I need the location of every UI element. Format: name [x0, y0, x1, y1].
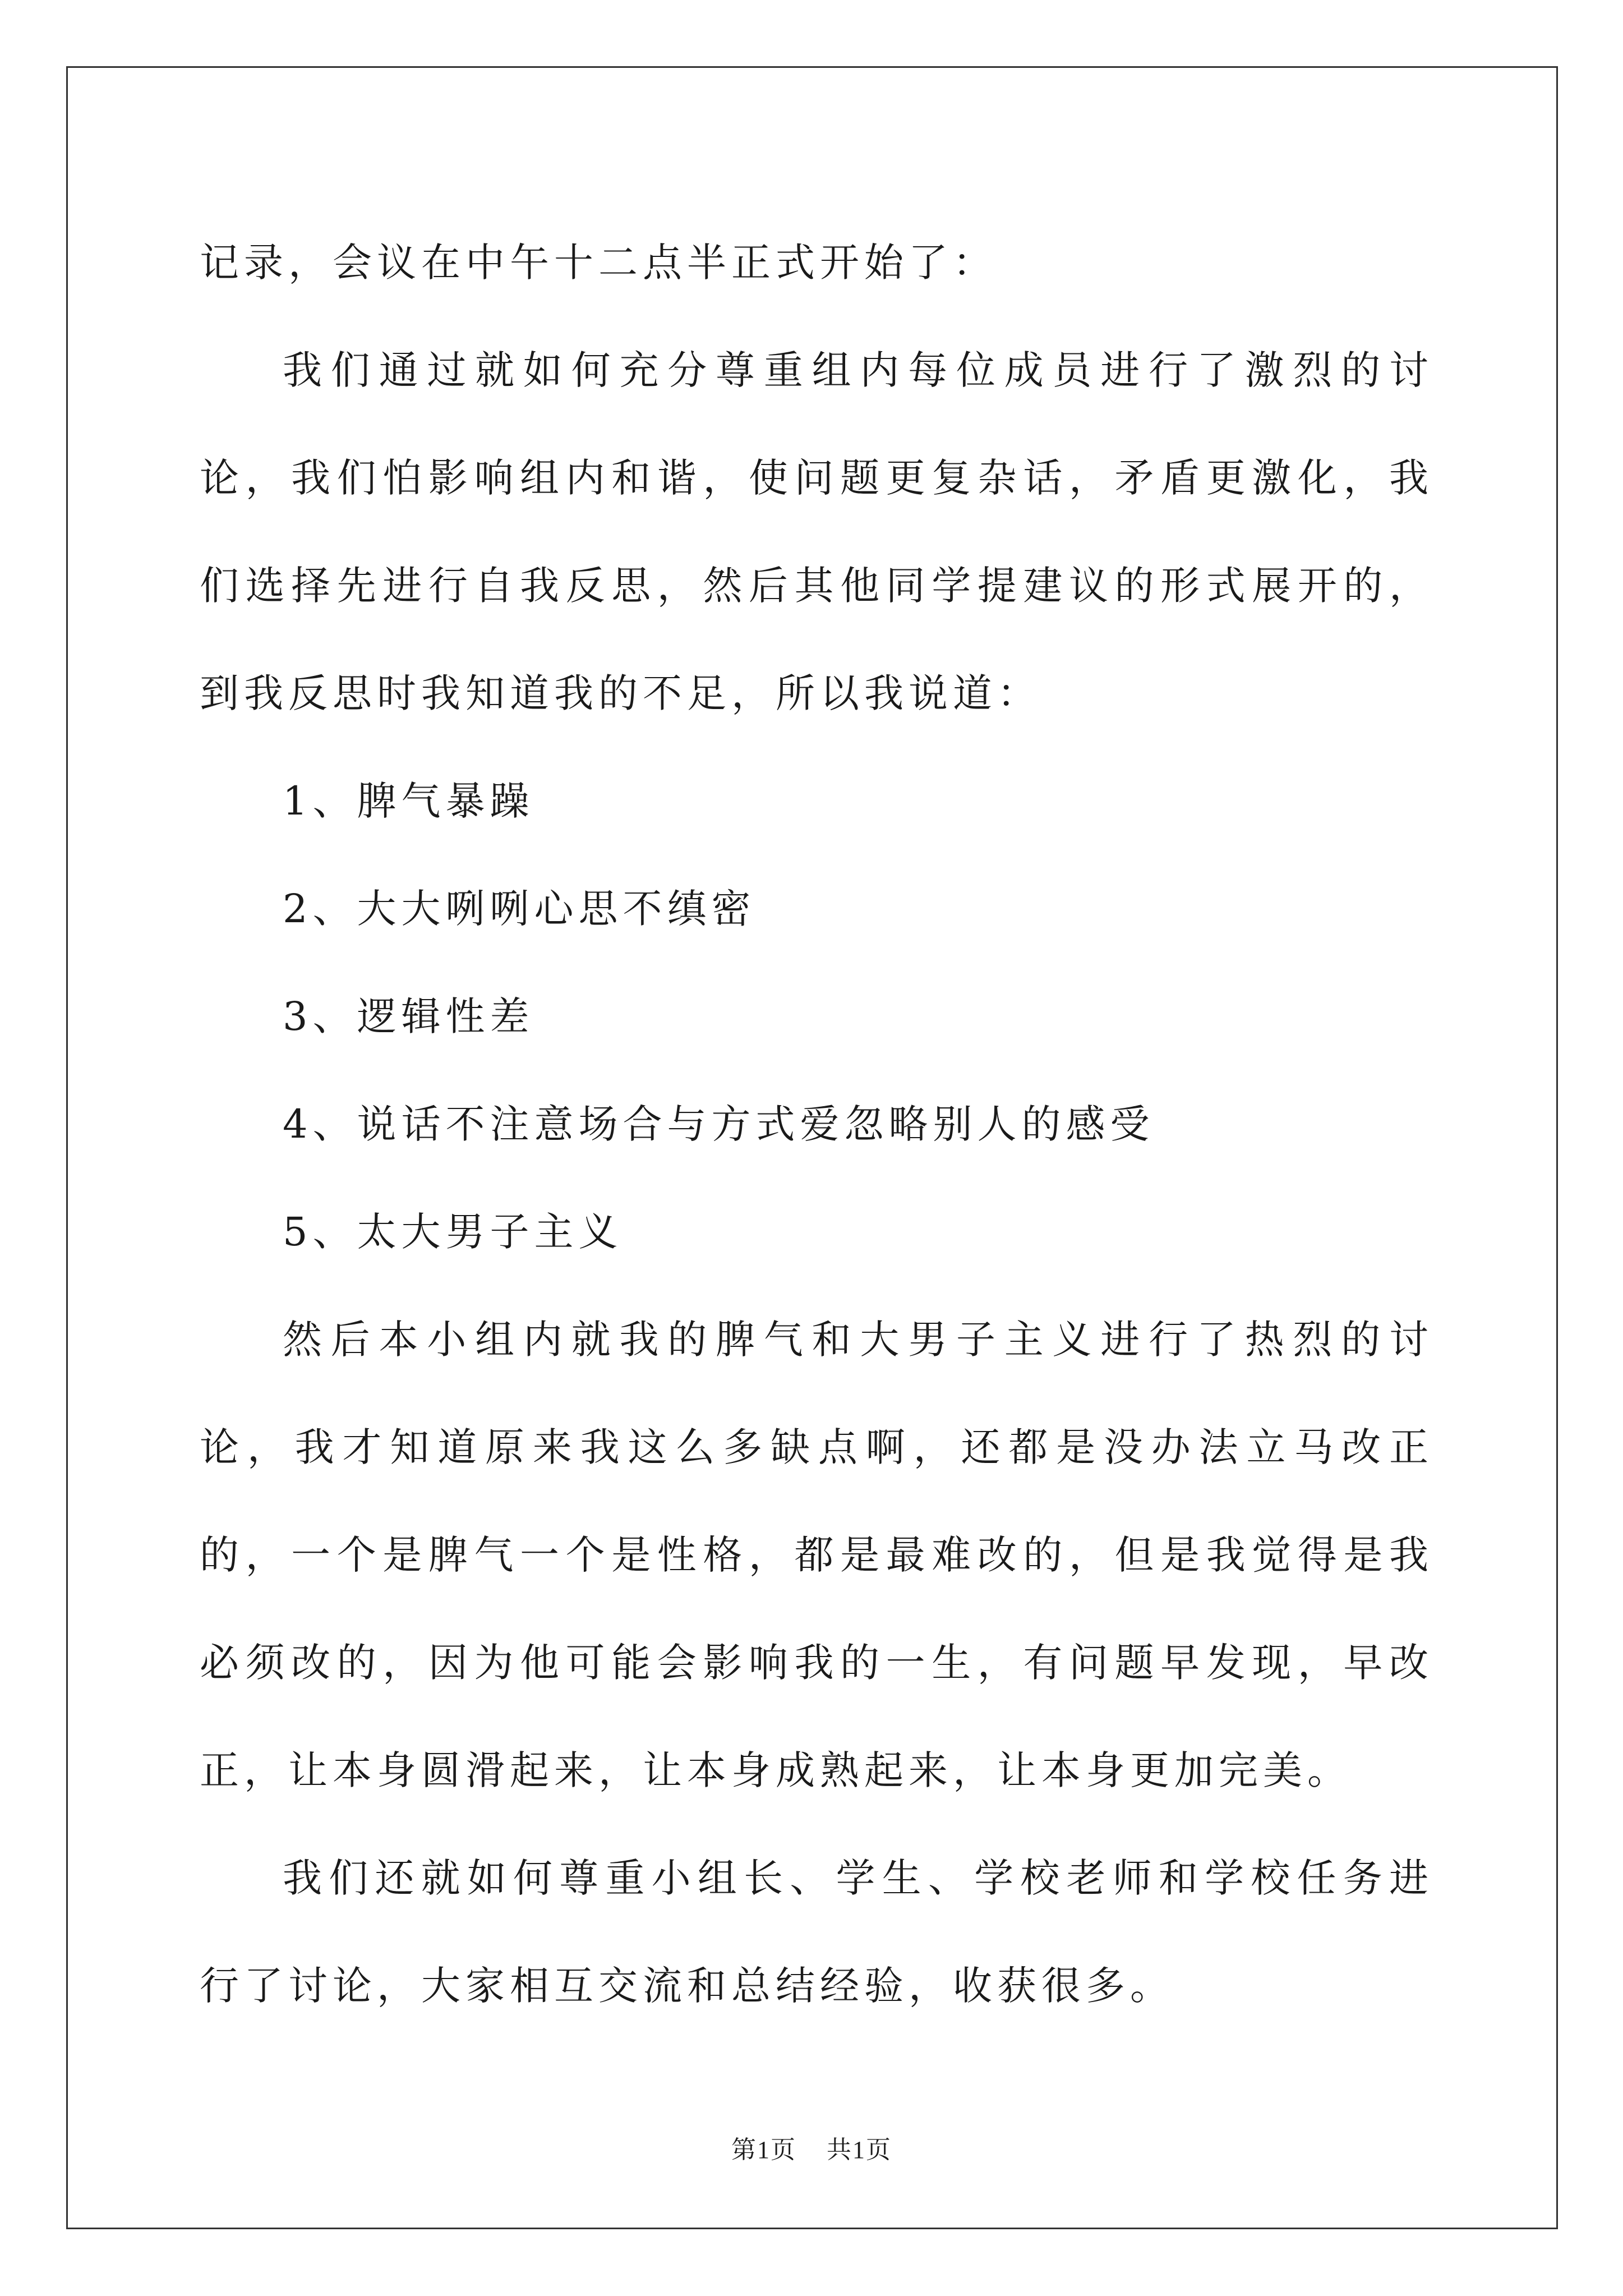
list-item-3: 3、逻辑性差: [283, 993, 534, 1039]
list-item-5: 5、太大男子主义: [283, 1209, 623, 1255]
page-number-current: 第1页: [731, 2136, 796, 2164]
list-item-1: 1、脾气暴躁: [283, 778, 534, 824]
paragraph-1: 记录，会议在中午十二点半正式开始了：: [200, 240, 997, 286]
page-footer: [0, 2133, 1623, 2167]
paragraph-2: 我们通过就如何充分尊重组内每位成员进行了激烈的讨论，我们怕影响组内和谐，使问题更复杂话，矛盾更激化，我们选择先进行自我反思，然后其他同学提建议的形式展开的，到我反思时我知道我的不足，所以我说道：: [200, 347, 1433, 716]
paragraph-4: 我们还就如何尊重小组长、学生、学校老师和学校任务进行了讨论，大家相互交流和总结经验，收获很多。: [200, 1855, 1433, 2009]
paragraph-3: 然后本小组内就我的脾气和大男子主义进行了热烈的讨论，我才知道原来我这么多缺点啊，还都是没办法立马改正的，一个是脾气一个是性格，都是最难改的，但是我觉得是我必须改的，因为他可能会影响我的一生，有问题早发现，早改正，让本身圆滑起来，让本身成熟起来，让本身更加完美。: [200, 1317, 1433, 1793]
document-body: [200, 209, 1433, 2040]
list-item-2: 2、大大咧咧心思不缜密: [283, 886, 756, 932]
page-number-total: 共1页: [827, 2136, 892, 2164]
list-item-4: 4、说话不注意场合与方式爱忽略别人的感受: [283, 1101, 1155, 1147]
